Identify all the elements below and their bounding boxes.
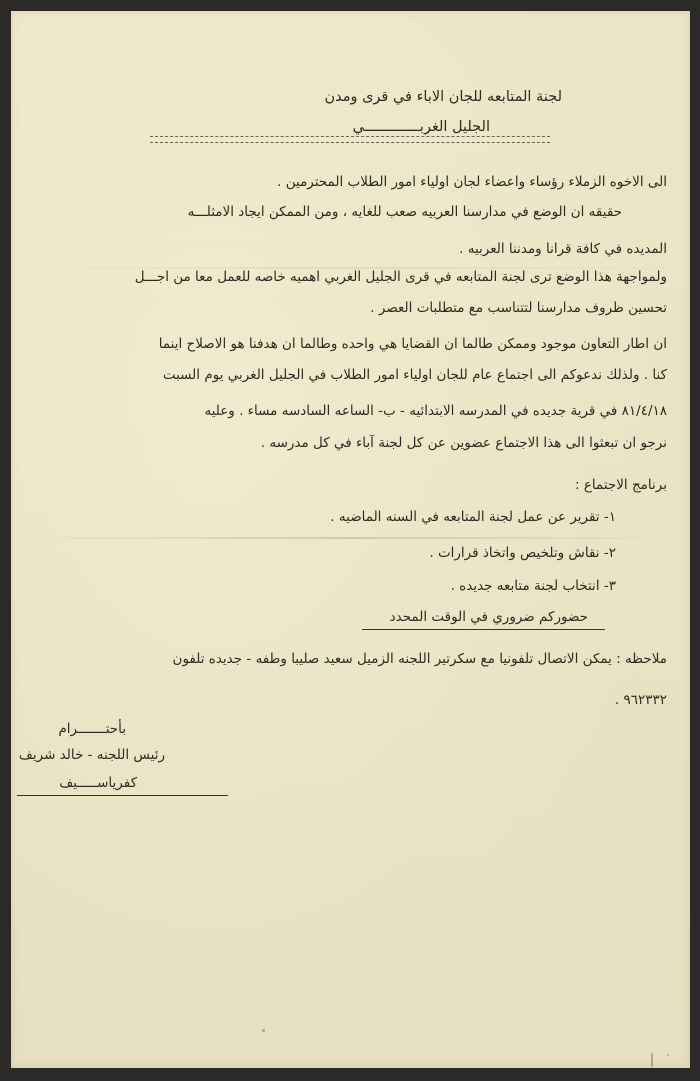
header-region: الجليل الغربـــــــــــــي — [352, 119, 490, 135]
paper-mark — [651, 1053, 653, 1067]
agenda-item-3: ٣- انتخاب لجنة متابعه جديده . — [450, 578, 616, 594]
header-separator — [150, 136, 550, 143]
paper-fold-line — [11, 537, 690, 539]
paper-speck — [262, 1029, 265, 1032]
signature-village: كفرياســـــيف — [59, 775, 137, 791]
paragraph-1-line-2: المديده في كافة قرانا ومدننا العربيه . — [459, 241, 667, 257]
header-committee-name: لجنة المتابعه للجان الاباء في قرى ومدن — [324, 89, 562, 105]
signature-regards: بأحتـــــــرام — [58, 721, 126, 737]
paragraph-2-line-2: تحسين ظروف مدارسنا لتتناسب مع متطلبات العصر . — [370, 300, 667, 316]
contact-note: ملاحظه : يمكن الاتصال تلفونيا مع سكرتير اللجنه الزميل سعيد صليبا وطفه - جديده تلفون — [172, 651, 667, 667]
paragraph-3-line-4: نرجو ان تبعثوا الى هذا الاجتماع عضوين عن كل لجنة آباء في كل مدرسه . — [260, 435, 667, 451]
agenda-heading: برنامج الاجتماع : — [575, 477, 667, 493]
contact-phone: ٩٦٢٣٣٢ . — [614, 692, 667, 708]
signature-chair: رئيس اللجنه - خالد شريف — [18, 747, 165, 763]
agenda-item-1: ١- تقرير عن عمل لجنة المتابعه في السنه الماضيه . — [330, 509, 616, 525]
letter-page — [11, 11, 690, 1068]
attendance-underline — [362, 629, 605, 630]
signature-underline — [17, 795, 228, 796]
agenda-item-2: ٢- نقاش وتلخيص واتخاذ قرارات . — [429, 545, 616, 561]
paragraph-2-line-1: ولمواجهة هذا الوضع ترى لجنة المتابعه في قرى الجليل الغربي اهميه خاصه للعمل معا من اجـــل — [134, 269, 667, 285]
attendance-note: حضوركم ضروري في الوقت المحدد — [389, 609, 588, 625]
paragraph-3-line-3-date-location: ٨١/٤/١٨ في قرية جديده في المدرسه الابتدائيه - ب- الساعه السادسه مساء . وعليه — [204, 403, 667, 419]
salutation: الى الاخوه الزملاء رؤساء واعضاء لجان اولياء امور الطلاب المحترمين . — [277, 174, 667, 190]
paragraph-3-line-2: كنا . ولذلك ندعوكم الى اجتماع عام للجان اولياء امور الطلاب في الجليل الغربي يوم السبت — [162, 367, 667, 383]
paragraph-1-line-1: حقيقه ان الوضع في مدارسنا العربيه صعب للغايه ، ومن الممكن ايجاد الامثلـــه — [187, 204, 622, 220]
paper-speck — [667, 1054, 669, 1056]
paragraph-3-line-1: ان اطار التعاون موجود وممكن طالما ان القضايا هي واحده وطالما ان هدفنا هو الاصلاح اينما — [158, 336, 667, 352]
